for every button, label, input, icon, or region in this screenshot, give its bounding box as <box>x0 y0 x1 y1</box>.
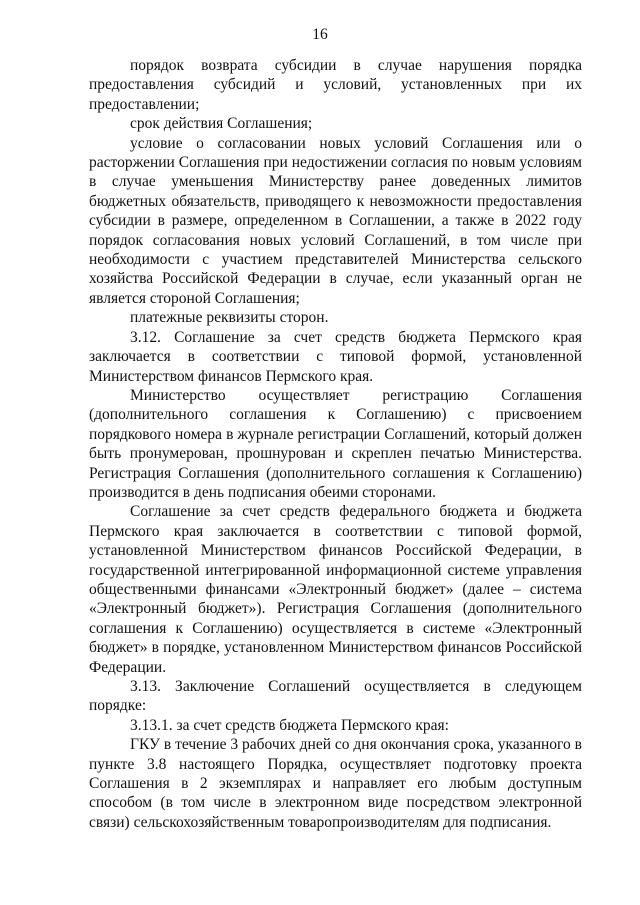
paragraph-agreement-term: срок действия Соглашения; <box>130 115 313 133</box>
paragraph-federal-budget-agreement: Соглашение за счет средств федерального бюджета и бюджета Пермского края заключается в соответствии с типовой формой, установленной Министерством финансов Российской Федерации, в государственной интегрированной информационной системе управления общественными финансами «Электронный бюджет» (далее – система «Электронный бюджет»). Регистрация Соглашения (дополнительного соглашения к Соглашению) осуществляется в системе «Электронный бюджет» в порядке, установленном Министерством финансов Российской Федерации. <box>89 503 582 676</box>
paragraph-3-13: 3.13. Заключение Соглашений осуществляется в следующем порядке: <box>89 678 582 715</box>
paragraph-3-12: 3.12. Соглашение за счет средств бюджета Пермского края заключается в соответствии с типовой формой, установленной Министерством финансов Пермского края. <box>89 328 582 385</box>
paragraph-payment-details: платежные реквизиты сторон. <box>130 309 329 327</box>
paragraph-gku-preparation: ГКУ в течение 3 рабочих дней со дня окончания срока, указанного в пункте 3.8 настоящего Порядка, осуществляет подготовку проекта Соглашения в 2 экземплярах и направляет его любым доступным способом (в том числе в электронном виде посредством электронной связи) сельскохозяйственным товаропроизводителям для подписания. <box>89 736 582 831</box>
paragraph-subsidy-return-order: порядок возврата субсидии в случае нарушения порядка предоставления субсидий и условий, установленных при их предоставлении; <box>89 57 582 113</box>
page-number: 16 <box>312 26 328 43</box>
document-body <box>89 56 582 832</box>
paragraph-registration: Министерство осуществляет регистрацию Соглашения (дополнительного соглашения к Соглашению) с присвоением порядкового номера в журнале регистрации Соглашений, который должен быть пронумерован, прошнурован и скреплен печатью Министерства. Регистрация Соглашения (дополнительного соглашения к Соглашению) производится в день подписания обеими сторонами. <box>89 386 582 501</box>
paragraph-new-conditions: условие о согласовании новых условий Соглашения или о расторжении Соглашения при недостижении согласия по новым условиям в случае уменьшения Министерству ранее доведенных лимитов бюджетных обязательств, приводящего к невозможности предоставления субсидии в размере, определенном в Соглашении, а также в 2022 году порядок согласования новых условий Соглашений, в том числе при необходимости с участием представителей Министерства сельского хозяйства Российской Федерации в случае, если указанный орган не является стороной Соглашения; <box>89 134 582 307</box>
paragraph-3-13-1: 3.13.1. за счет средств бюджета Пермского края: <box>130 716 449 734</box>
